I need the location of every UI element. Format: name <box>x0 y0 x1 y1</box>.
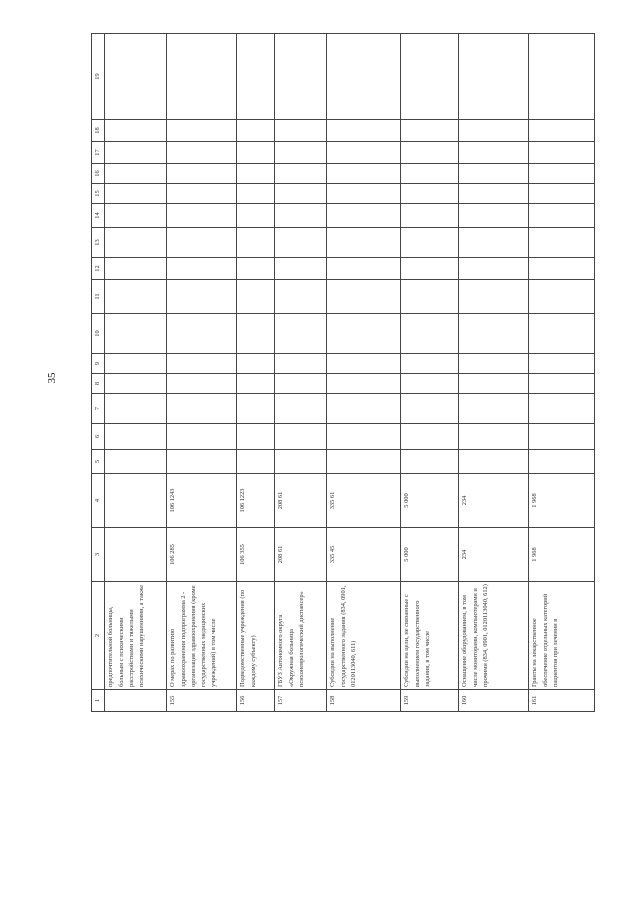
empty-cell <box>459 204 529 228</box>
table-row <box>237 34 275 712</box>
empty-cell <box>105 34 167 120</box>
column-header: 7 <box>92 394 105 424</box>
row-number: 156 <box>237 690 275 712</box>
column-header: 4 <box>92 474 105 528</box>
budget-table <box>91 33 595 712</box>
empty-cell <box>401 228 459 258</box>
empty-cell <box>401 280 459 314</box>
empty-cell <box>459 424 529 450</box>
empty-cell <box>105 228 167 258</box>
empty-cell <box>275 314 327 354</box>
row-name: предпочтительной больницы, больным с психическими расстройствами и тяжелыми психическими нарушениями, а также <box>105 582 167 690</box>
table-row <box>459 34 529 712</box>
empty-cell <box>237 120 275 142</box>
empty-cell <box>459 228 529 258</box>
empty-cell <box>529 228 595 258</box>
row-number: 161 <box>529 690 595 712</box>
empty-cell <box>275 142 327 164</box>
empty-cell <box>105 184 167 204</box>
empty-cell <box>275 204 327 228</box>
empty-cell <box>459 374 529 394</box>
empty-cell <box>327 204 401 228</box>
empty-cell <box>401 424 459 450</box>
row-name: Подведомственные учреждения (по каждому субъекту) <box>237 582 275 690</box>
empty-cell <box>327 374 401 394</box>
empty-cell <box>237 450 275 474</box>
empty-cell <box>327 280 401 314</box>
empty-cell <box>167 314 237 354</box>
empty-cell <box>529 394 595 424</box>
empty-cell <box>167 142 237 164</box>
empty-cell <box>529 142 595 164</box>
empty-cell <box>167 164 237 184</box>
empty-cell <box>529 164 595 184</box>
empty-cell <box>167 354 237 374</box>
empty-cell <box>105 394 167 424</box>
empty-cell <box>401 120 459 142</box>
empty-cell <box>237 314 275 354</box>
column-header: 2 <box>92 582 105 690</box>
empty-cell <box>459 394 529 424</box>
empty-cell <box>167 228 237 258</box>
empty-cell <box>167 374 237 394</box>
column-header: 5 <box>92 450 105 474</box>
empty-cell <box>327 120 401 142</box>
empty-cell <box>459 280 529 314</box>
row-value-col4: 106 1223 <box>237 474 275 528</box>
row-value-col4: 106 1243 <box>167 474 237 528</box>
empty-cell <box>459 164 529 184</box>
empty-cell <box>167 394 237 424</box>
row-value-col3: 234 <box>459 528 529 582</box>
column-header: 3 <box>92 528 105 582</box>
empty-cell <box>237 164 275 184</box>
empty-cell <box>401 374 459 394</box>
table-row <box>275 34 327 712</box>
row-name: Оснащение оборудованием, в том числе мониторами, компьютерами и прочими (834, 0901, 0120113040, 612) <box>459 582 529 690</box>
empty-cell <box>167 280 237 314</box>
row-value-col3 <box>105 528 167 582</box>
empty-cell <box>327 142 401 164</box>
empty-cell <box>327 314 401 354</box>
empty-cell <box>275 164 327 184</box>
row-number: 158 <box>327 690 401 712</box>
empty-cell <box>275 184 327 204</box>
empty-cell <box>275 280 327 314</box>
empty-cell <box>529 374 595 394</box>
row-value-col3: 208 61 <box>275 528 327 582</box>
row-number: 155 <box>167 690 237 712</box>
empty-cell <box>237 204 275 228</box>
column-header: 8 <box>92 374 105 394</box>
empty-cell <box>275 258 327 280</box>
column-header: 19 <box>92 34 105 120</box>
empty-cell <box>401 314 459 354</box>
empty-cell <box>327 354 401 374</box>
row-value-col4: 335 61 <box>327 474 401 528</box>
row-name: Субсидии на выполнение государственного задания (834, 0901, 0120113040, 611) <box>327 582 401 690</box>
empty-cell <box>105 450 167 474</box>
row-number <box>105 690 167 712</box>
empty-cell <box>275 394 327 424</box>
empty-cell <box>275 424 327 450</box>
empty-cell <box>237 258 275 280</box>
row-value-col4: 234 <box>459 474 529 528</box>
empty-cell <box>105 314 167 354</box>
empty-cell <box>275 374 327 394</box>
empty-cell <box>401 204 459 228</box>
column-header: 10 <box>92 314 105 354</box>
empty-cell <box>167 258 237 280</box>
row-value-col3: 335 45 <box>327 528 401 582</box>
empty-cell <box>529 280 595 314</box>
empty-cell <box>401 142 459 164</box>
empty-cell <box>529 204 595 228</box>
column-header: 12 <box>92 258 105 280</box>
empty-cell <box>105 120 167 142</box>
empty-cell <box>105 280 167 314</box>
table-row <box>327 34 401 712</box>
empty-cell <box>327 164 401 184</box>
empty-cell <box>401 258 459 280</box>
empty-cell <box>327 394 401 424</box>
table-row <box>167 34 237 712</box>
empty-cell <box>105 374 167 394</box>
empty-cell <box>167 424 237 450</box>
empty-cell <box>237 184 275 204</box>
empty-cell <box>275 228 327 258</box>
empty-cell <box>529 258 595 280</box>
empty-cell <box>327 34 401 120</box>
empty-cell <box>529 314 595 354</box>
empty-cell <box>237 424 275 450</box>
empty-cell <box>327 258 401 280</box>
empty-cell <box>237 228 275 258</box>
empty-cell <box>459 314 529 354</box>
empty-cell <box>105 258 167 280</box>
column-header: 1 <box>92 690 105 712</box>
empty-cell <box>237 280 275 314</box>
row-name: Гранты на лекарственное обеспечение отдельных категорий пациентов при лечении в <box>529 582 595 690</box>
column-header: 16 <box>92 164 105 184</box>
row-name: ГБУЗ Автономного округа «Окружная больница психоневрологический диспансер» <box>275 582 327 690</box>
row-name: О мерах по развитию здравоохранения подпрограмма 2 - организация здравоохранения (кроме государственных медицинских учреждений) в том числе <box>167 582 237 690</box>
column-header: 15 <box>92 184 105 204</box>
empty-cell <box>459 120 529 142</box>
empty-cell <box>327 450 401 474</box>
table-row <box>105 34 167 712</box>
column-header: 17 <box>92 142 105 164</box>
row-value-col4: 1 968 <box>529 474 595 528</box>
empty-cell <box>459 184 529 204</box>
table-row <box>401 34 459 712</box>
empty-cell <box>401 34 459 120</box>
empty-cell <box>401 164 459 184</box>
empty-cell <box>237 374 275 394</box>
table-frame <box>91 34 640 706</box>
row-value-col4: 208 61 <box>275 474 327 528</box>
empty-cell <box>459 258 529 280</box>
empty-cell <box>529 450 595 474</box>
empty-cell <box>167 204 237 228</box>
empty-cell <box>529 120 595 142</box>
row-value-col3: 106 285 <box>167 528 237 582</box>
column-header: 6 <box>92 424 105 450</box>
empty-cell <box>401 354 459 374</box>
empty-cell <box>401 184 459 204</box>
column-header: 13 <box>92 228 105 258</box>
empty-cell <box>459 354 529 374</box>
row-number: 157 <box>275 690 327 712</box>
empty-cell <box>459 142 529 164</box>
empty-cell <box>327 184 401 204</box>
column-header: 9 <box>92 354 105 374</box>
empty-cell <box>401 450 459 474</box>
empty-cell <box>237 394 275 424</box>
empty-cell <box>167 34 237 120</box>
empty-cell <box>167 450 237 474</box>
empty-cell <box>167 120 237 142</box>
row-value-col3: 5 000 <box>401 528 459 582</box>
empty-cell <box>105 424 167 450</box>
empty-cell <box>327 228 401 258</box>
empty-cell <box>275 120 327 142</box>
row-number: 160 <box>459 690 529 712</box>
empty-cell <box>275 450 327 474</box>
empty-cell <box>105 204 167 228</box>
row-value-col4 <box>105 474 167 528</box>
column-header: 14 <box>92 204 105 228</box>
page-number: 35 <box>46 372 58 384</box>
table-row <box>529 34 595 712</box>
row-name: Субсидии на цели, не связанные с выполнением государственного задания, в том числе <box>401 582 459 690</box>
empty-cell <box>459 450 529 474</box>
empty-cell <box>529 354 595 374</box>
row-value-col3: 106 355 <box>237 528 275 582</box>
header-row <box>92 34 105 712</box>
row-value-col4: 5 000 <box>401 474 459 528</box>
empty-cell <box>401 394 459 424</box>
empty-cell <box>237 142 275 164</box>
empty-cell <box>275 34 327 120</box>
empty-cell <box>105 164 167 184</box>
empty-cell <box>105 354 167 374</box>
empty-cell <box>237 34 275 120</box>
empty-cell <box>275 354 327 374</box>
column-header: 11 <box>92 280 105 314</box>
row-value-col3: 1 968 <box>529 528 595 582</box>
empty-cell <box>459 34 529 120</box>
empty-cell <box>529 34 595 120</box>
empty-cell <box>237 354 275 374</box>
empty-cell <box>529 424 595 450</box>
empty-cell <box>167 184 237 204</box>
row-number: 159 <box>401 690 459 712</box>
column-header: 18 <box>92 120 105 142</box>
empty-cell <box>327 424 401 450</box>
empty-cell <box>529 184 595 204</box>
empty-cell <box>105 142 167 164</box>
rotated-table <box>91 34 586 712</box>
